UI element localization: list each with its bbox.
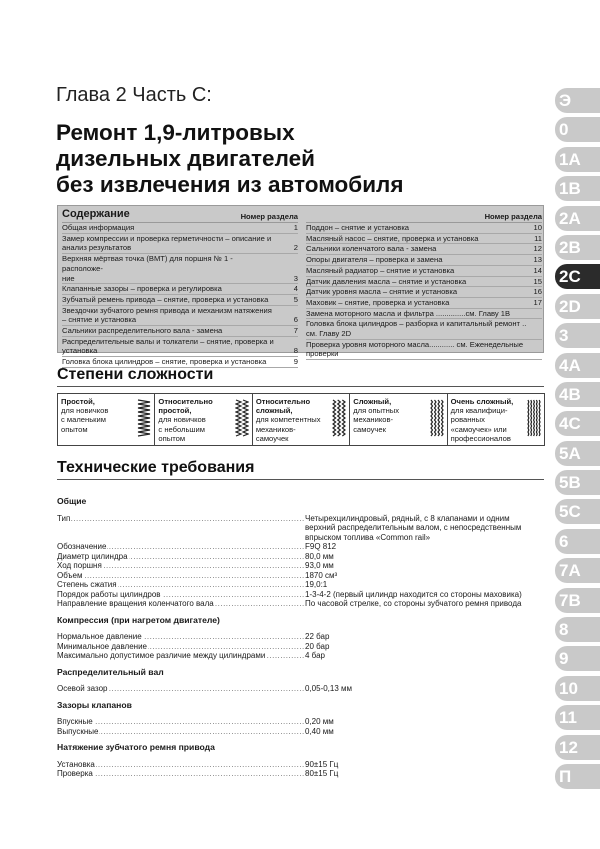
section-number-heading: Номер раздела [240, 212, 298, 221]
spec-row [57, 642, 544, 652]
spec-key [57, 552, 305, 562]
difficulty-title: Степени сложности [57, 366, 214, 383]
spec-key [57, 561, 305, 571]
chapter-tab[interactable]: 5C [555, 499, 600, 524]
spec-key-text: Объем [57, 570, 83, 580]
contents-row-title: Клапанные зазоры – проверка и регулировка [62, 284, 222, 294]
spring-icon [235, 398, 249, 438]
contents-row[interactable] [306, 223, 542, 234]
chapter-tab[interactable]: 7A [555, 558, 600, 583]
chapter-tabs [555, 88, 600, 793]
chapter-tab[interactable]: 4B [555, 382, 600, 407]
spec-key-text: Максимально допустимое различие между цилиндрами [57, 651, 266, 660]
spec-row [57, 599, 544, 609]
contents-left-column [62, 210, 298, 368]
contents-row[interactable] [306, 309, 542, 320]
spec-key [57, 632, 305, 642]
spec-key-text: Нормальное давление [57, 632, 142, 641]
spec-value: 20 бар [305, 641, 330, 651]
contents-row-title: Поддон – снятие и установка [306, 223, 410, 232]
chapter-tab[interactable]: 3 [555, 323, 600, 348]
contents-row-title: Датчик давления масла – снятие и установка [306, 276, 467, 286]
contents-row[interactable] [306, 287, 542, 298]
chapter-tab[interactable]: 5A [555, 441, 600, 466]
difficulty-level [252, 393, 350, 446]
spec-key-text: Обозначение [57, 542, 107, 551]
spec-group-title: Компрессия (при нагретом двигателе) [57, 614, 220, 625]
spec-key-text: Впускные [57, 717, 93, 726]
chapter-tab[interactable]: 9 [555, 646, 600, 671]
spec-value: 0,40 мм [305, 726, 334, 736]
contents-row-title: Звездочки зубчатого ремня привода и механизм натяжения – снятие и установка [62, 305, 272, 325]
contents-row-title: Общая информация [62, 223, 135, 232]
chapter-tab[interactable]: 0 [555, 117, 600, 142]
difficulty-legend [57, 393, 544, 446]
difficulty-level [57, 393, 155, 446]
page-title [56, 120, 403, 198]
chapter-tab[interactable]: 12 [555, 735, 600, 760]
chapter-tab[interactable]: 11 [555, 705, 600, 730]
contents-heading: Содержание [62, 208, 130, 220]
spec-key [57, 760, 305, 770]
chapter-tab[interactable]: 8 [555, 617, 600, 642]
contents-row[interactable] [62, 234, 298, 254]
spec-key-text: Осевой зазор [57, 684, 108, 693]
contents-row-title: Масляный насос – снятие, проверка и установка [306, 233, 479, 243]
spec-row [57, 542, 544, 552]
spec-key [57, 590, 305, 600]
specs-list [57, 490, 544, 779]
chapter-tab[interactable]: 1A [555, 147, 600, 172]
difficulty-level-name: Сложный, [353, 397, 392, 406]
contents-row[interactable] [62, 337, 298, 357]
spec-row [57, 651, 544, 661]
difficulty-level-desc: для квалифици- рованных «самоучек» или профессионалов [450, 406, 511, 443]
spec-key [57, 642, 305, 652]
spec-row [57, 727, 544, 737]
chapter-tab[interactable]: 2C [555, 264, 600, 289]
spec-key-text: Степень сжатия [57, 580, 117, 589]
contents-row[interactable] [306, 277, 542, 288]
spec-group-title: Зазоры клапанов [57, 699, 132, 710]
spec-value: 0,05-0,13 мм [305, 684, 353, 693]
contents-row-title: Зубчатый ремень привода – снятие, проверка и установка [62, 294, 269, 304]
chapter-tab[interactable]: 4A [555, 353, 600, 378]
chapter-tab[interactable]: 6 [555, 529, 600, 554]
spec-key [57, 571, 305, 581]
contents-row[interactable] [62, 223, 298, 234]
contents-row-number: 15 [533, 276, 542, 286]
contents-row-number: 10 [533, 223, 542, 232]
contents-row[interactable] [306, 234, 542, 245]
spring-icon [430, 398, 444, 438]
spec-key [57, 514, 305, 543]
contents-row[interactable] [62, 284, 298, 295]
contents-row-title: Датчик уровня масла – снятие и установка [306, 287, 458, 297]
difficulty-level-name: Очень сложный, [450, 397, 514, 406]
difficulty-level-name: Простой, [61, 397, 95, 406]
spec-value: F9Q 812 [305, 542, 337, 551]
contents-row-title: Сальники коленчатого вала - замена [306, 244, 437, 254]
contents-right-column [306, 210, 542, 360]
spec-row [57, 590, 544, 600]
contents-row-title: Замена моторного масла и фильтра ..............см. Главу 1В [306, 308, 511, 318]
spec-key-text: Минимальное давление [57, 641, 147, 651]
spec-row [57, 632, 544, 642]
divider [57, 386, 544, 387]
contents-row[interactable] [306, 340, 542, 360]
spec-key-text: Направление вращения коленчатого вала [57, 599, 214, 608]
contents-row-number: 6 [293, 315, 298, 325]
contents-row-number: 1 [293, 223, 298, 232]
spec-key-text: Выпускные [57, 726, 99, 736]
chapter-tab[interactable]: Э [555, 88, 600, 113]
spec-row [57, 760, 544, 770]
difficulty-level-desc: для компетентных механиков- самоучек [255, 415, 321, 443]
difficulty-level [154, 393, 252, 446]
spec-key-text: Порядок работы цилиндров [57, 589, 161, 599]
spec-group-title: Натяжение зубчатого ремня привода [57, 742, 215, 752]
chapter-tab[interactable]: 2A [555, 206, 600, 231]
spec-value: 4 бар [305, 651, 325, 660]
contents-row[interactable] [306, 255, 542, 266]
spec-key [57, 727, 305, 737]
spec-row [57, 580, 544, 590]
contents-row-title: Масляный радиатор – снятие и установка [306, 265, 455, 275]
contents-row-number: 16 [533, 287, 542, 297]
spec-value: 19,0:1 [305, 580, 328, 589]
spec-row [57, 552, 544, 562]
spec-key-text: Установка [57, 759, 95, 769]
spec-value: По часовой стрелке, со стороны зубчатого ремня привода [305, 599, 522, 608]
contents-row-title: Головка блока цилиндров – снятие, проверка и установка [62, 357, 267, 367]
spec-value: 0,20 мм [305, 717, 334, 726]
spec-row [57, 561, 544, 571]
contents-row[interactable] [62, 254, 298, 284]
contents-row-number: 11 [534, 233, 542, 243]
chapter-tab[interactable]: 1B [555, 176, 600, 201]
chapter-tab[interactable]: П [555, 764, 600, 789]
contents-row[interactable] [62, 295, 298, 306]
difficulty-level [447, 393, 545, 446]
spec-value: 1870 см³ [305, 570, 338, 580]
spec-value: 80±15 Гц [305, 769, 339, 778]
contents-row[interactable] [306, 298, 542, 309]
contents-row-title: Маховик – снятие, проверка и установка [306, 297, 450, 307]
contents-row-number: 3 [293, 273, 298, 283]
difficulty-level-desc: для новичков с небольшим опытом [158, 415, 206, 443]
contents-row-title: Сальники распределительного вала - замена [62, 326, 223, 336]
chapter-tab[interactable]: 10 [555, 676, 600, 701]
spec-key-text: Тип [57, 513, 71, 523]
specs-title: Технические требования [57, 459, 255, 476]
contents-row-number: 14 [533, 265, 542, 275]
spec-row [57, 769, 544, 779]
contents-row-title: Замер компрессии и проверка герметичности – описание и анализ результатов [62, 233, 272, 253]
spec-key [57, 684, 305, 694]
spec-row [57, 717, 544, 727]
spec-group-title: Общие [57, 496, 87, 506]
spec-value: 90±15 Гц [305, 759, 339, 769]
contents-row-number: 4 [293, 284, 298, 294]
title-line: дизельных двигателей [56, 146, 315, 171]
contents-row-title: Проверка уровня моторного масла............ см. Еженедельные проверки [306, 339, 524, 359]
spec-key [57, 717, 305, 727]
difficulty-level-name: Относительно сложный, [255, 397, 311, 416]
spec-key-text: Проверка [57, 769, 93, 778]
spec-key [57, 580, 305, 590]
contents-row-number: 5 [293, 294, 298, 304]
spec-row [57, 514, 544, 543]
contents-row-number: 13 [533, 255, 542, 265]
spec-value: Четырехцилиндровый, рядный, с 8 клапанами и одним верхний распределительным валом, с непосредственным впрыском топлива «Common rail» [305, 513, 522, 542]
contents-row[interactable] [62, 306, 298, 326]
contents-row-number: 8 [293, 346, 298, 356]
difficulty-level-name: Относительно простой, [158, 397, 213, 416]
contents-row-number: 9 [293, 357, 298, 367]
contents-row-title: Головка блока цилиндров – разборка и капитальный ремонт .. см. Главу 2D [306, 319, 527, 339]
difficulty-level-desc: для новичков с маленьким опытом [61, 406, 109, 434]
spec-key [57, 769, 305, 779]
contents-row[interactable] [306, 319, 542, 339]
spring-icon [137, 398, 151, 438]
difficulty-level [349, 393, 447, 446]
chapter-tab[interactable]: 5B [555, 470, 600, 495]
chapter-label: Глава 2 Часть С: [56, 84, 212, 106]
spec-value: 22 бар [305, 632, 330, 641]
contents-row[interactable] [306, 266, 542, 277]
section-number-heading: Номер раздела [484, 212, 542, 221]
contents-row-number: 7 [293, 326, 298, 336]
spec-value: 1-3-4-2 (первый цилиндр находится со стороны маховика) [305, 589, 522, 599]
contents-row-number: 17 [533, 297, 542, 307]
spring-icon [332, 398, 346, 438]
contents-row-number: 2 [293, 243, 298, 253]
title-line: Ремонт 1,9-литровых [56, 120, 295, 145]
contents-row-number: 12 [533, 244, 542, 254]
spec-row [57, 571, 544, 581]
spec-group-title: Распределительный вал [57, 666, 164, 677]
spec-key [57, 651, 305, 661]
difficulty-level-desc: для опытных механиков- самоучек [353, 406, 400, 434]
title-line: без извлечения из автомобиля [56, 172, 404, 197]
spec-key [57, 599, 305, 609]
spec-key-text: Ход поршня [57, 561, 102, 570]
contents-row-title: Распределительные валы и толкатели – снятие, проверка и установка [62, 336, 274, 356]
contents-row-title: Опоры двигателя – проверка и замена [306, 255, 443, 265]
chapter-tab[interactable]: 2D [555, 294, 600, 319]
contents-row[interactable] [62, 326, 298, 337]
chapter-tab[interactable]: 4C [555, 411, 600, 436]
chapter-tab[interactable]: 7B [555, 588, 600, 613]
contents-box [57, 205, 544, 367]
contents-row[interactable] [306, 244, 542, 255]
spec-row [57, 684, 544, 694]
contents-row-title: Верхняя мёртвая точка (ВМТ) для поршня № 1 - расположе- ние [62, 254, 233, 283]
spec-key-text: Диаметр цилиндра [57, 551, 128, 561]
spec-key [57, 542, 305, 552]
spring-icon [527, 398, 541, 438]
divider [57, 479, 544, 480]
spec-value: 80,0 мм [305, 551, 334, 561]
spec-value: 93,0 мм [305, 561, 334, 570]
chapter-tab[interactable]: 2B [555, 235, 600, 260]
